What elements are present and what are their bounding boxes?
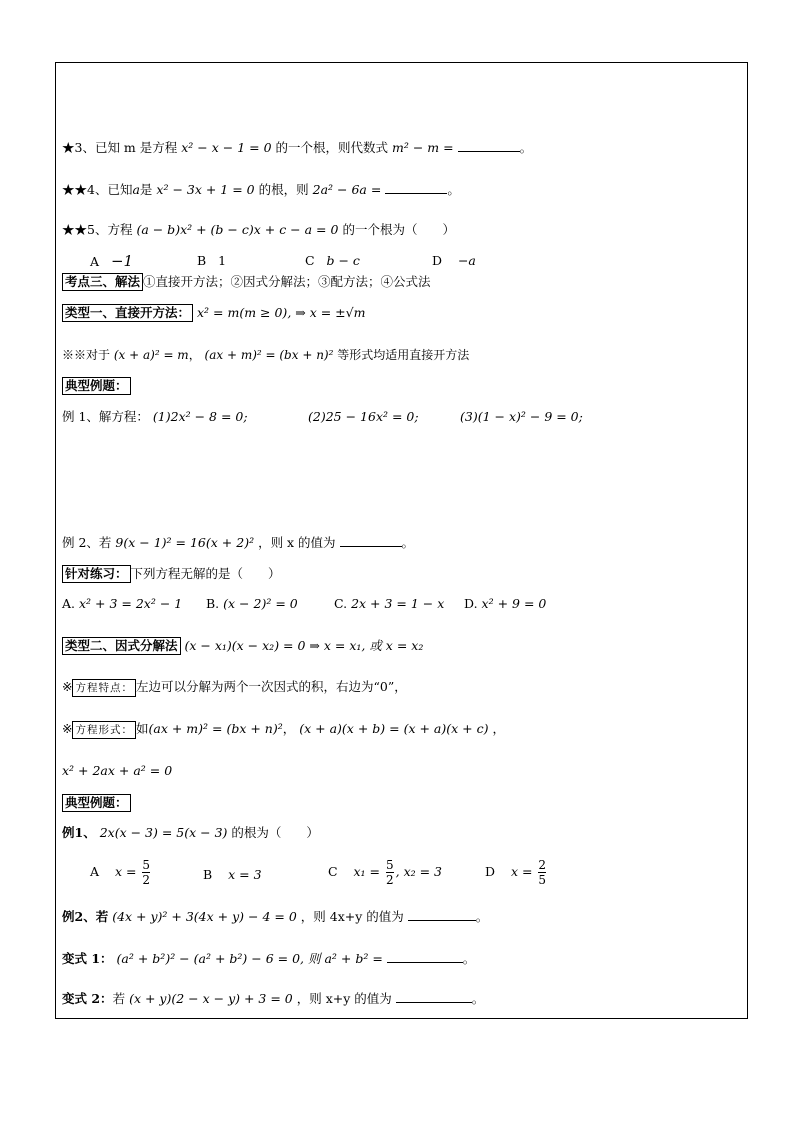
fraction-denominator: 5: [538, 873, 547, 887]
example-3-suffix: 的根为（ ）: [231, 825, 319, 840]
example-1-part-2: (2)25 − 16x² = 0;: [308, 409, 419, 424]
type-1-formula: x² = m(m ≥ 0), ⇒ x = ±√m: [197, 305, 366, 320]
variant-1-answer-blank[interactable]: [387, 950, 463, 963]
example-3-option-b[interactable]: [203, 866, 262, 884]
examples-label: 典型例题：: [62, 794, 131, 812]
q3-prefix: ★3、已知 m 是方程: [62, 140, 178, 155]
q4-answer-blank[interactable]: [385, 181, 447, 194]
type-1-note: [62, 346, 469, 364]
option-letter: D: [432, 253, 443, 268]
example-2-prefix: 例 2、若: [62, 535, 112, 550]
option-letter: A: [90, 254, 100, 269]
example-1-part-1: (1)2x² − 8 = 0;: [152, 409, 248, 424]
practice-option-c[interactable]: [334, 595, 444, 613]
example-3-prefix: 例1、: [62, 825, 96, 840]
fraction-numerator: 2: [538, 858, 547, 872]
fraction: [142, 858, 150, 887]
variant-1-equation: (a² + b²)² − (a² + b²) − 6 = 0, 则 a² + b² =: [116, 951, 383, 966]
q3-mid: 的一个根，则代数式: [275, 140, 389, 155]
option-lhs: x =: [510, 864, 533, 879]
example-4-equation: (4x + y)² + 3(4x + y) − 4 = 0: [112, 909, 297, 924]
example-4-prefix: 例2、若: [62, 909, 109, 924]
q4-equation: x² − 3x + 1 = 0: [156, 182, 255, 197]
feature-label: 方程特点：: [72, 679, 136, 697]
feature-mark: ※: [62, 679, 73, 694]
form-mark: ※: [62, 721, 73, 736]
q5-option-a[interactable]: [90, 252, 133, 271]
type-1-label: 类型一、直接开方法：: [62, 304, 193, 322]
variant-1: [62, 950, 475, 968]
example-2-equation: 9(x − 1)² = 16(x + 2)²: [115, 535, 255, 550]
examples-heading-2: [62, 794, 131, 812]
form-label: 方程形式：: [72, 721, 136, 739]
q4-expression: 2a² − 6a =: [312, 182, 382, 197]
option-letter: A: [90, 864, 100, 879]
variant-2-end: 。: [471, 991, 485, 1006]
option-value: x² + 9 = 0: [481, 596, 547, 611]
option-lhs: x =: [114, 864, 137, 879]
key-point-3: [62, 273, 431, 291]
note-suffix: 等形式均适用直接开方法: [337, 348, 470, 362]
form-prefix: 如: [135, 721, 149, 736]
q3-expression: m² − m =: [392, 140, 454, 155]
q4-mid1: 是: [139, 182, 153, 197]
option-letter: C: [305, 253, 315, 268]
option-value: 1: [218, 253, 227, 268]
example-4: [62, 908, 488, 926]
example-2: [62, 534, 414, 552]
q3-answer-blank[interactable]: [458, 139, 520, 152]
option-value: b − c: [326, 253, 360, 268]
variant-2-mid: 若: [112, 991, 126, 1006]
type-2-heading: [62, 637, 423, 655]
example-2-answer-blank[interactable]: [340, 534, 402, 547]
example-2-suffix: ，则 x 的值为: [258, 535, 336, 550]
variant-1-prefix: 变式 1：: [62, 951, 113, 966]
practice-label: 针对练习：: [62, 565, 131, 583]
note-prefix: ※※对于: [62, 348, 111, 362]
option-value: x² + 3 = 2x² − 1: [79, 596, 183, 611]
question-3: [62, 139, 532, 157]
fraction: [386, 858, 394, 887]
option-rest: , x₂ = 3: [395, 864, 443, 879]
example-3-option-c[interactable]: [328, 858, 442, 887]
example-2-end: 。: [401, 535, 415, 550]
form-sep: ，: [282, 721, 296, 736]
example-1-prefix: 例 1、解方程：: [62, 409, 149, 424]
option-letter: A.: [62, 596, 76, 611]
note-expression-2: (ax + m)² = (bx + n)²: [204, 348, 334, 362]
note-expression-1: (x + a)² = m: [113, 348, 189, 362]
option-letter: C: [328, 864, 338, 879]
option-value: −a: [457, 253, 476, 268]
q5-prefix: ★★5、方程: [62, 222, 133, 237]
type-2-formula: (x − x₁)(x − x₂) = 0 ⇒ x = x₁, 或 x = x₂: [184, 638, 424, 653]
example-3: [62, 824, 319, 842]
option-value: 2x + 3 = 1 − x: [351, 596, 445, 611]
q4-mid2: 的根，则: [258, 182, 309, 197]
option-value: −1: [110, 252, 134, 270]
example-4-end: 。: [475, 909, 489, 924]
option-letter: D: [485, 864, 496, 879]
option-letter: B.: [206, 596, 220, 611]
option-value: (x − 2)² = 0: [223, 596, 298, 611]
practice-option-d[interactable]: [464, 595, 546, 613]
form-expression-2: (x + a)(x + b) = (x + a)(x + c): [299, 721, 489, 736]
variant-1-end: 。: [462, 951, 476, 966]
feature-text: 左边可以分解为两个一次因式的积，右边为“0”，: [135, 679, 407, 694]
variant-2-prefix: 变式 2：: [62, 991, 113, 1006]
fraction-numerator: 5: [385, 858, 394, 872]
practice-option-b[interactable]: [206, 595, 298, 613]
example-4-suffix: ，则 4x+y 的值为: [300, 909, 404, 924]
example-1-part-3: (3)(1 − x)² − 9 = 0;: [460, 409, 583, 424]
option-lhs: x = 3: [228, 867, 262, 882]
key-point-3-label: 考点三、解法: [62, 273, 143, 291]
practice: [62, 565, 281, 583]
q4-prefix: ★★4、已知: [62, 182, 133, 197]
feature-line: [62, 678, 407, 697]
examples-label: 典型例题：: [62, 377, 131, 395]
fraction: [538, 858, 546, 887]
variant-2-equation: (x + y)(2 − x − y) + 3 = 0: [129, 991, 293, 1006]
q3-equation: x² − x − 1 = 0: [181, 140, 272, 155]
form-line-2: [62, 762, 172, 780]
example-3-equation: 2x(x − 3) = 5(x − 3): [99, 825, 228, 840]
q5-option-b[interactable]: [197, 252, 226, 270]
option-letter: B: [203, 867, 213, 882]
variant-2-answer-blank[interactable]: [396, 990, 472, 1003]
option-letter: C.: [334, 596, 348, 611]
form-expression-3: x² + 2ax + a² = 0: [62, 763, 173, 778]
key-point-3-text: ①直接开方法；②因式分解法；③配方法；④公式法: [143, 274, 431, 289]
form-end: ，: [492, 721, 505, 736]
option-lhs: x₁ =: [353, 864, 380, 879]
examples-heading-1: [62, 377, 131, 395]
q5-equation: (a − b)x² + (b − c)x + c − a = 0: [136, 222, 339, 237]
example-1-part-2-line: [308, 408, 419, 426]
practice-option-a[interactable]: [62, 595, 182, 613]
practice-text: 下列方程无解的是（ ）: [130, 566, 281, 581]
type-2-label: 类型二、因式分解法: [62, 637, 181, 655]
q5-option-d[interactable]: [432, 252, 476, 270]
q4-var: a: [132, 182, 140, 197]
example-3-option-a[interactable]: [90, 858, 152, 887]
example-3-option-d[interactable]: [485, 858, 548, 887]
option-letter: D.: [464, 596, 478, 611]
fraction-denominator: 2: [142, 873, 151, 887]
q3-end: 。: [519, 140, 533, 155]
question-4: [62, 181, 460, 199]
q5-option-c[interactable]: [305, 252, 360, 270]
option-letter: B: [197, 253, 207, 268]
variant-2-suffix: ，则 x+y 的值为: [296, 991, 392, 1006]
q4-end: 。: [447, 182, 460, 197]
form-expression-1: (ax + m)² = (bx + n)²: [148, 721, 283, 736]
variant-2: [62, 990, 484, 1008]
q5-suffix: 的一个根为（ ）: [342, 222, 455, 237]
note-sep: ，: [188, 348, 201, 362]
fraction-denominator: 2: [385, 873, 394, 887]
question-5: [62, 221, 455, 239]
example-4-answer-blank[interactable]: [408, 908, 476, 921]
fraction-numerator: 5: [142, 858, 151, 872]
example-1: [62, 408, 248, 426]
type-1-heading: [62, 304, 365, 322]
example-1-part-3-line: [460, 408, 583, 426]
form-line: [62, 720, 505, 739]
